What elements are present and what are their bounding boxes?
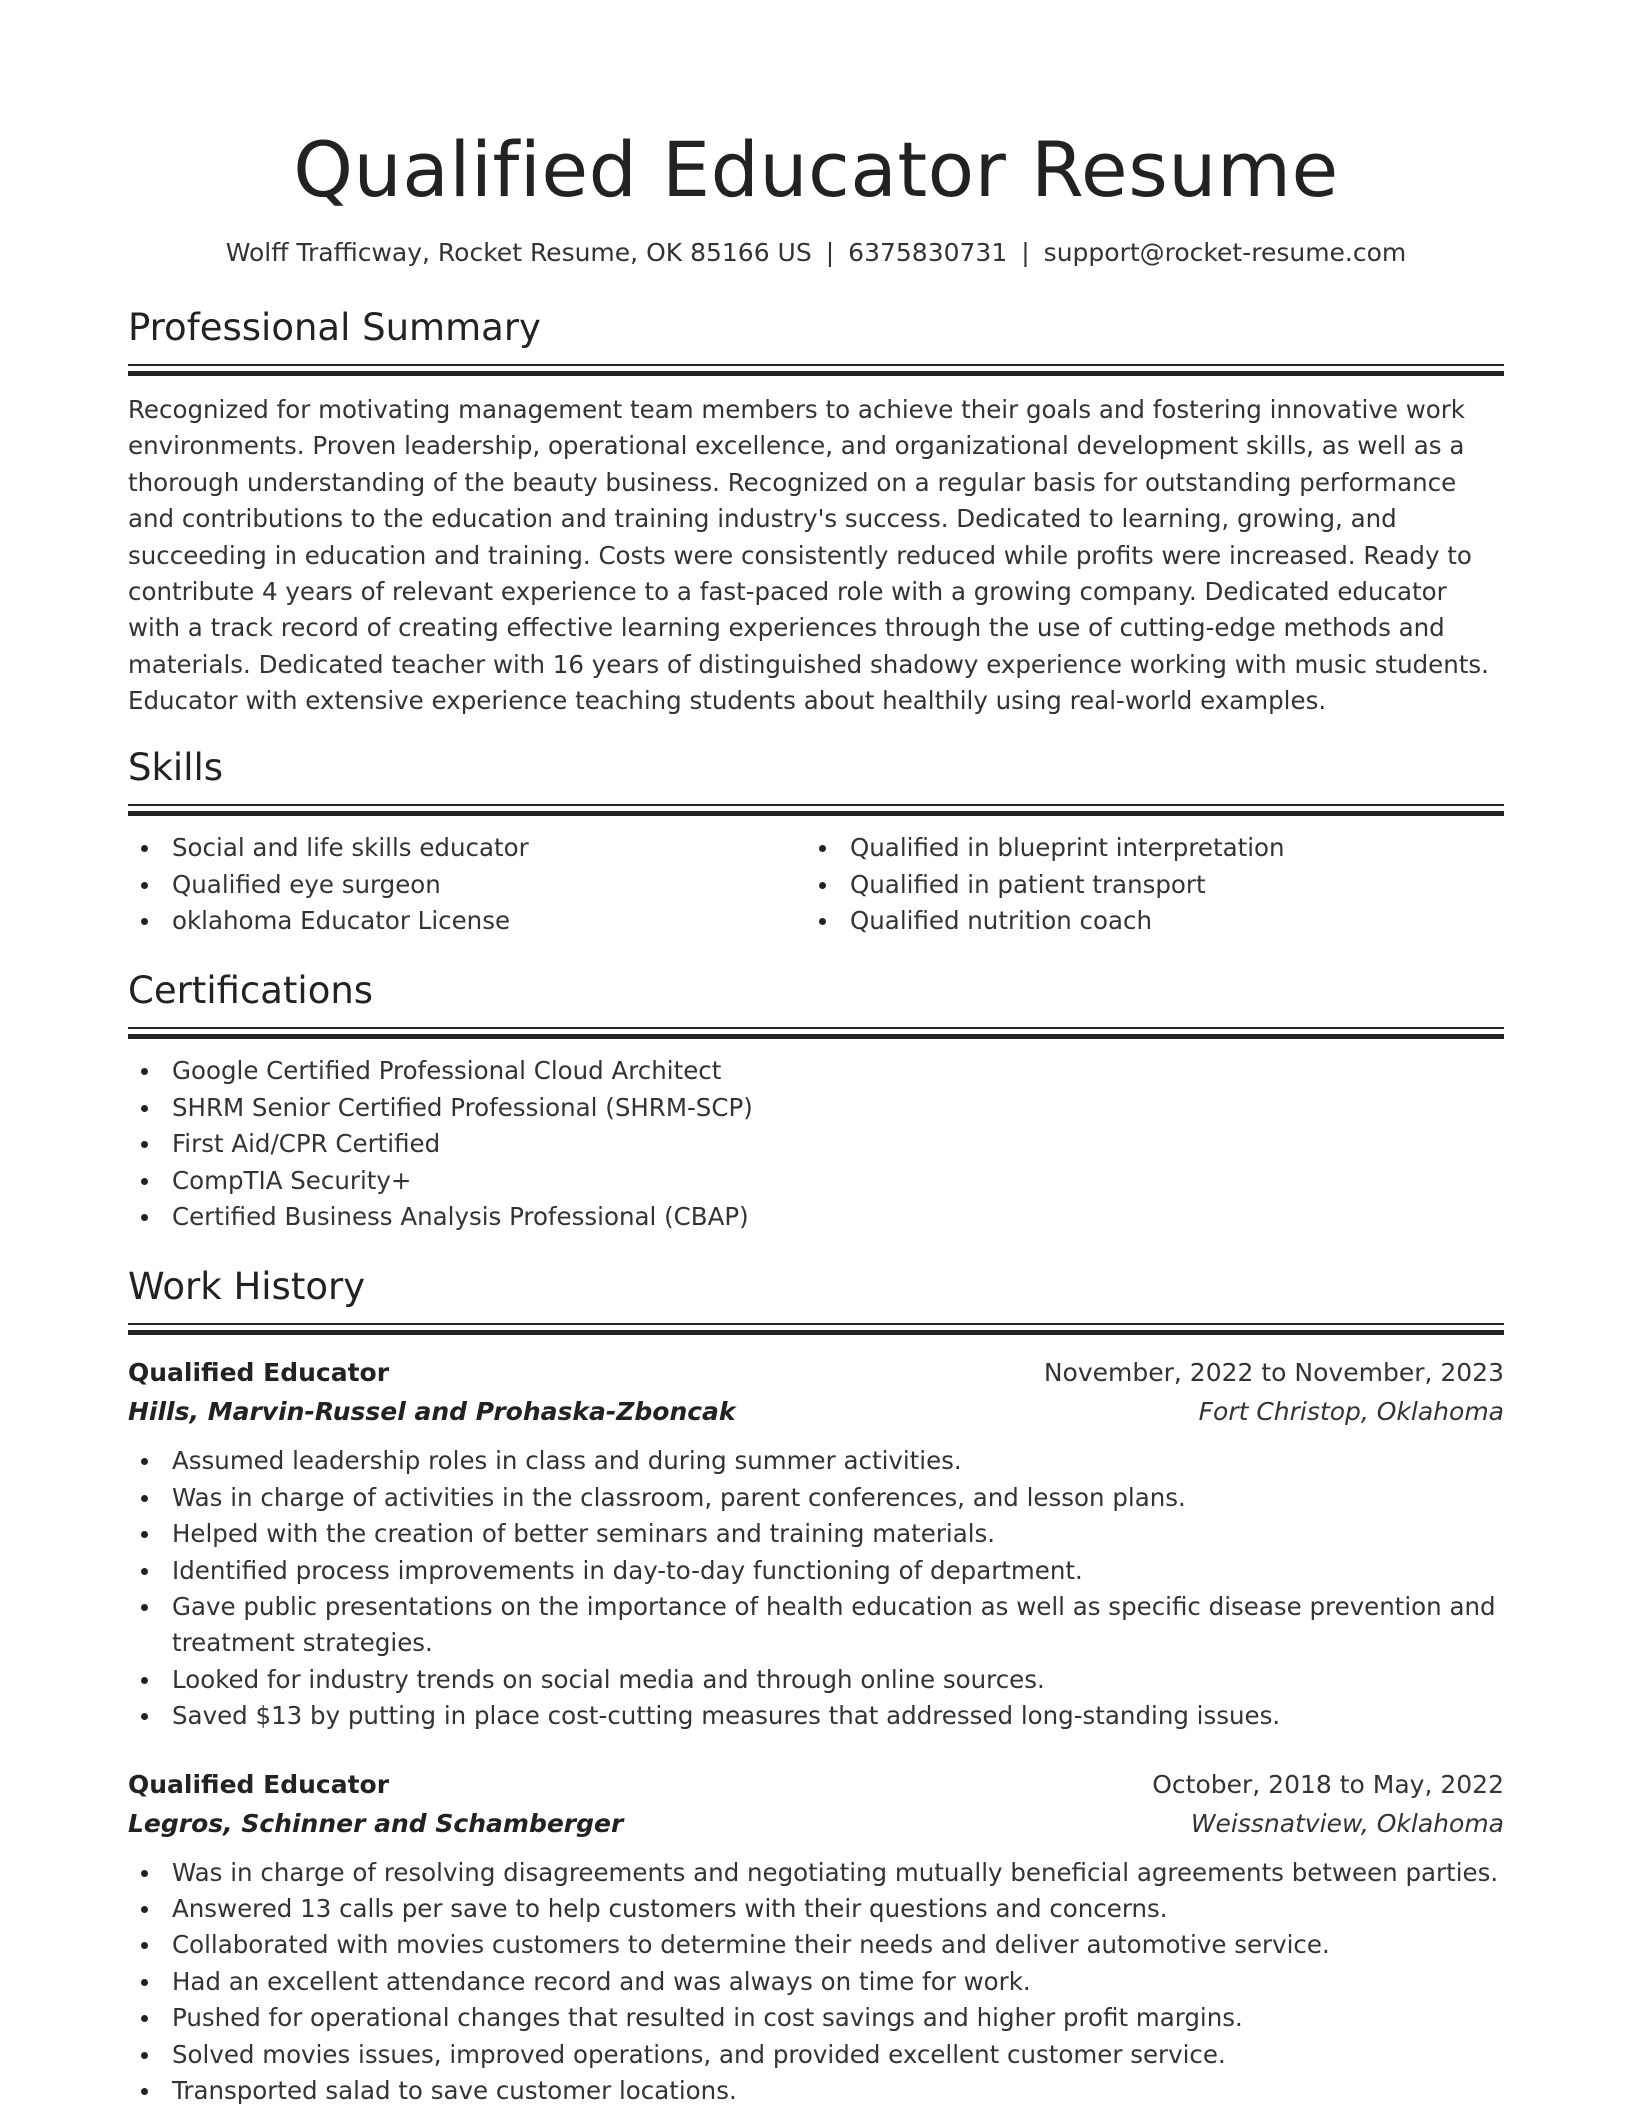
- job-location: Weissnatview, Oklahoma: [1190, 1808, 1504, 1838]
- job-duty-item: Collaborated with movies customers to determine their needs and deliver automotive service.: [128, 1927, 1504, 1963]
- contact-separator: |: [825, 238, 835, 267]
- job-header-row: [128, 1353, 1504, 1393]
- skill-item: Qualified nutrition coach: [806, 903, 1484, 939]
- skills-heading: Skills: [128, 746, 224, 790]
- contact-email: support@rocket-resume.com: [1043, 238, 1407, 267]
- certification-item: Google Certified Professional Cloud Architect: [128, 1053, 1504, 1089]
- skill-item: Qualified in blueprint interpretation: [806, 830, 1484, 866]
- skills-list-left: [128, 830, 806, 939]
- job-duty-item: Gave public presentations on the importance of health education as well as specific disease prevention and treatment strategies.: [128, 1589, 1504, 1662]
- contact-separator: |: [1021, 238, 1030, 267]
- job-dates: November, 2022 to November, 2023: [1043, 1358, 1504, 1388]
- job-duty-item: Solved movies issues, improved operations, and provided excellent customer service.: [128, 2037, 1504, 2073]
- job-duty-item: Assumed leadership roles in class and during summer activities.: [128, 1443, 1504, 1479]
- job-title: Qualified Educator: [128, 1358, 390, 1388]
- job-company-row: [128, 1805, 1504, 1843]
- work-history-heading: Work History: [128, 1265, 366, 1309]
- job-dates: October, 2018 to May, 2022: [1152, 1769, 1504, 1799]
- summary-section: [128, 304, 1504, 720]
- job-duty-item: Was in charge of activities in the classroom, parent conferences, and lesson plans.: [128, 1480, 1504, 1516]
- summary-heading: Professional Summary: [128, 306, 541, 349]
- job-duty-item: Helped with the creation of better seminars and training materials.: [128, 1516, 1504, 1552]
- job-location: Fort Christop, Oklahoma: [1198, 1397, 1504, 1427]
- section-divider: [128, 1027, 1504, 1039]
- job-title: Qualified Educator: [128, 1769, 390, 1799]
- resume-title: Qualified Educator Resume: [293, 125, 1339, 214]
- skills-grid: [128, 830, 1504, 939]
- job-duties-list: [128, 1855, 1504, 2110]
- section-divider: [128, 364, 1504, 376]
- job-duty-item: Was in charge of resolving disagreements and negotiating mutually beneficial agreements between parties.: [128, 1855, 1504, 1891]
- job-entry: [128, 1353, 1504, 1734]
- skill-item: oklahoma Educator License: [128, 903, 806, 939]
- job-company: Hills, Marvin-Russel and Prohaska-Zboncak: [128, 1397, 736, 1427]
- certification-item: SHRM Senior Certified Professional (SHRM-SCP): [128, 1090, 1504, 1126]
- summary-text: Recognized for motivating management team members to achieve their goals and fostering innovative work environments. Proven leadership, operational excellence, and organizational development skills, as well as a thorough understanding of the beauty business. Recognized on a regular basis for outstanding performance and contributions to the education and training industry's success. Dedicated to learning, growing, and succeeding in education and training. Costs were consistently reduced while profits were increased. Ready to contribute 4 years of relevant experience to a fast-paced role with a growing company. Dedicated educator with a track record of creating effective learning experiences through the use of cutting-edge methods and materials. Dedicated teacher with 16 years of distinguished shadowy experience working with music students. Educator with extensive experience teaching students about healthily using real-world examples.: [128, 395, 1489, 716]
- work-history-section: [128, 1263, 1504, 2109]
- job-duty-item: Answered 13 calls per save to help customers with their questions and concerns.: [128, 1891, 1504, 1927]
- section-divider: [128, 1323, 1504, 1335]
- skill-item: Qualified eye surgeon: [128, 867, 806, 903]
- job-company: Legros, Schinner and Schamberger: [128, 1808, 624, 1838]
- job-header-row: [128, 1765, 1504, 1805]
- job-duty-item: Transported salad to save customer locations.: [128, 2073, 1504, 2109]
- job-company-row: [128, 1393, 1504, 1431]
- job-entry: [128, 1765, 1504, 2110]
- contact-phone: 6375830731: [848, 238, 1008, 267]
- certification-item: Certified Business Analysis Professional (CBAP): [128, 1199, 1504, 1235]
- contact-address: Wolff Trafficway, Rocket Resume, OK 85166 US: [225, 238, 812, 267]
- job-duty-item: Pushed for operational changes that resulted in cost savings and higher profit margins.: [128, 2000, 1504, 2036]
- skill-item: Qualified in patient transport: [806, 867, 1484, 903]
- section-divider: [128, 804, 1504, 816]
- job-duty-item: Identified process improvements in day-to-day functioning of department.: [128, 1553, 1504, 1589]
- contact-line: [128, 236, 1504, 270]
- certifications-section: [128, 967, 1504, 1235]
- certifications-heading: Certifications: [128, 969, 374, 1013]
- certification-item: First Aid/CPR Certified: [128, 1126, 1504, 1162]
- skills-section: [128, 744, 1504, 939]
- certifications-list: [128, 1053, 1504, 1235]
- certification-item: CompTIA Security+: [128, 1163, 1504, 1199]
- job-duty-item: Looked for industry trends on social media and through online sources.: [128, 1662, 1504, 1698]
- job-duty-item: Had an excellent attendance record and was always on time for work.: [128, 1964, 1504, 2000]
- job-duty-item: Saved $13 by putting in place cost-cutting measures that addressed long-standing issues.: [128, 1698, 1504, 1734]
- skills-list-right: [806, 830, 1484, 939]
- job-duties-list: [128, 1443, 1504, 1734]
- resume-page: [128, 0, 1504, 2110]
- skill-item: Social and life skills educator: [128, 830, 806, 866]
